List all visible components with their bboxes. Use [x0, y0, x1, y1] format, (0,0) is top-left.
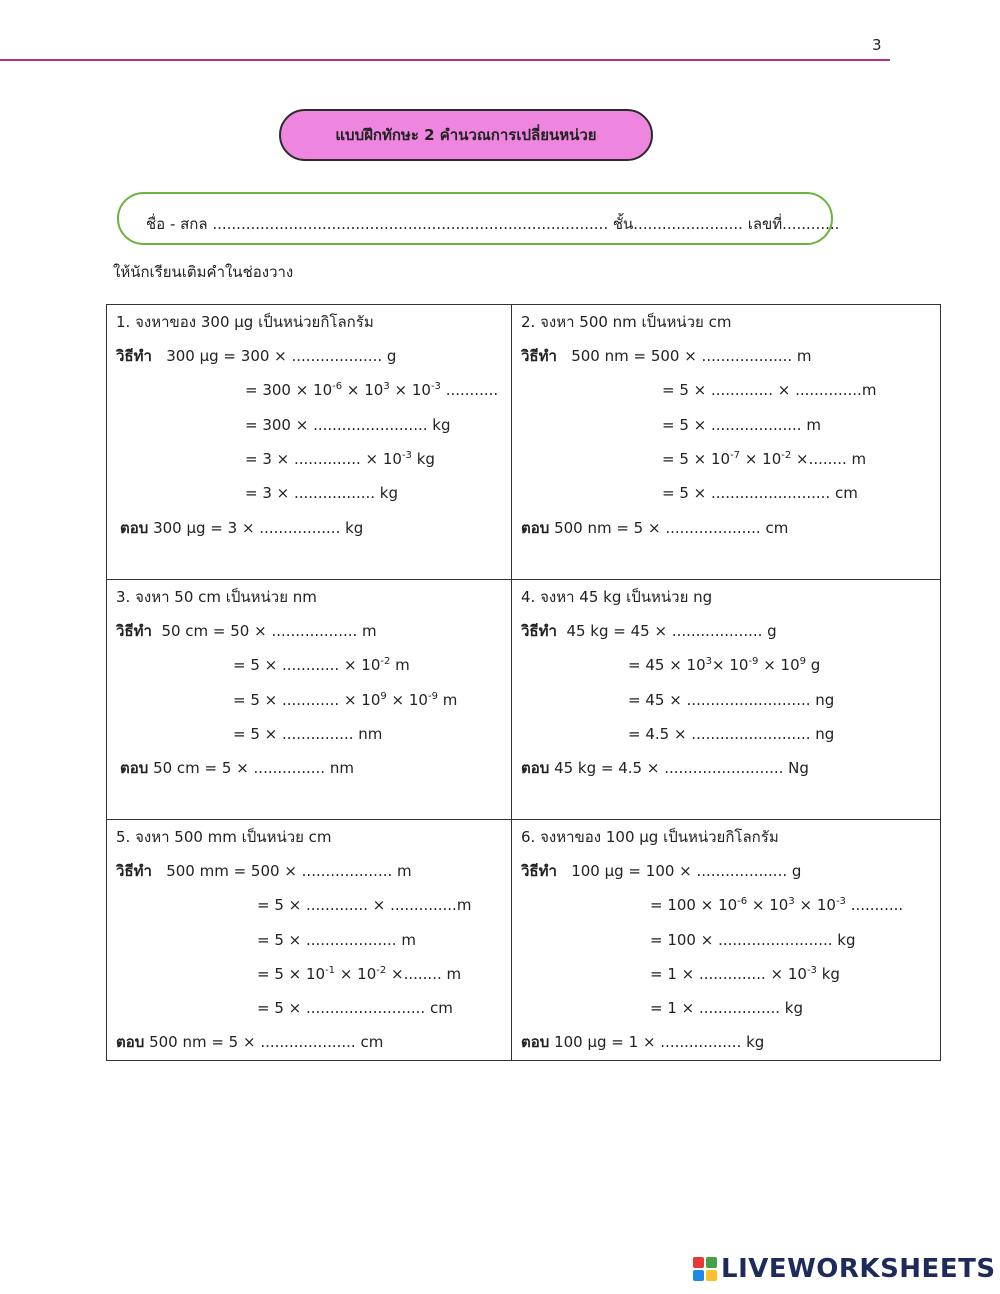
equation-part: = 5 × 10	[662, 450, 731, 468]
method-label: วิธีทำ	[116, 347, 152, 365]
problem-5-method	[116, 861, 412, 881]
problem-1	[107, 305, 512, 580]
problem-3-question: 3. จงหา 50 cm เป็นหน่วย nm	[116, 588, 317, 606]
equation-part: 500 nm = 5 × .................... cm	[554, 519, 789, 537]
problem-4-step-2[interactable]: = 45 × .......................... ng	[628, 691, 835, 709]
problem-6-step-3[interactable]	[650, 964, 840, 984]
equation-part: -3	[430, 381, 441, 392]
equation-part: 3	[383, 381, 390, 392]
equation-part: = 100 × 10	[650, 896, 738, 914]
problem-5-step-4[interactable]: = 5 × ......................... cm	[257, 999, 453, 1017]
problem-6-answer[interactable]	[521, 1032, 764, 1052]
logo-square-1	[693, 1257, 704, 1268]
problem-1-method	[116, 346, 396, 366]
problem-6-step-0[interactable]: 100 µg = 100 × ................... g	[571, 862, 802, 880]
liveworksheets-logo[interactable]	[693, 1254, 996, 1284]
answer-label: ตอบ	[120, 759, 149, 777]
equation-part: = 1 × .............. × 10	[650, 965, 807, 983]
equation-part: × 10	[740, 450, 782, 468]
problem-6-method	[521, 861, 801, 881]
equation-part: -6	[332, 381, 343, 392]
equation-part: × 10	[747, 896, 789, 914]
equation-part: ×........ m	[791, 450, 867, 468]
problem-1-step-3[interactable]	[245, 449, 435, 469]
problem-5-step-0[interactable]: 500 mm = 500 × ................... m	[166, 862, 412, 880]
page-number: 3	[872, 36, 882, 54]
equation-part: = 5 × ............ × 10	[233, 691, 381, 709]
equation-part: -9	[748, 656, 759, 667]
problem-6-step-4[interactable]: = 1 × ................. kg	[650, 999, 804, 1017]
problem-4-method	[521, 621, 777, 641]
equation-part: = 5 × 10	[257, 965, 326, 983]
problem-2-method	[521, 346, 812, 366]
equation-part: × 10	[386, 691, 428, 709]
equation-part: -3	[835, 896, 846, 907]
header-rule	[0, 59, 890, 61]
problem-2-step-4[interactable]: = 5 × ......................... cm	[662, 484, 858, 502]
equation-part: -6	[737, 896, 748, 907]
equation-part: × 10	[758, 656, 800, 674]
problem-2-step-3[interactable]	[662, 449, 866, 469]
equation-part: -1	[325, 965, 336, 976]
instructions: ให้นักเรียนเติมคำในช่องวาง	[113, 263, 294, 281]
method-label: วิธีทำ	[521, 622, 557, 640]
equation-part: ...........	[440, 381, 499, 399]
equation-part: 3	[705, 656, 712, 667]
equation-part: × 10	[794, 896, 836, 914]
problem-grid	[106, 304, 941, 1061]
answer-label: ตอบ	[521, 1033, 550, 1051]
logo-square-4	[706, 1270, 717, 1281]
equation-part: 50 cm = 5 × ............... nm	[153, 759, 354, 777]
problem-3	[107, 580, 512, 820]
answer-label: ตอบ	[521, 519, 550, 537]
problem-3-step-0[interactable]: 50 cm = 50 × .................. m	[161, 622, 377, 640]
problem-5	[107, 820, 512, 1060]
equation-part: -3	[806, 965, 817, 976]
problem-5-answer[interactable]	[116, 1032, 383, 1052]
problem-6	[512, 820, 940, 1060]
problem-4-step-3[interactable]: = 4.5 × ......................... ng	[628, 725, 835, 743]
problem-5-step-1[interactable]: = 5 × ............. × ..............m	[257, 896, 472, 914]
equation-part: ×........ m	[386, 965, 462, 983]
problem-3-method	[116, 621, 377, 641]
equation-part: 45 kg = 4.5 × ......................... Ng	[554, 759, 809, 777]
equation-part: m	[390, 656, 410, 674]
problem-6-step-1[interactable]	[650, 895, 903, 915]
problem-1-step-1[interactable]	[245, 380, 498, 400]
method-label: วิธีทำ	[521, 862, 557, 880]
problem-1-question: 1. จงหาของ 300 µg เป็นหน่วยกิโลกรัม	[116, 313, 374, 331]
equation-part: 500 nm = 5 × .................... cm	[149, 1033, 384, 1051]
problem-3-answer[interactable]	[120, 758, 354, 778]
logo-text: LIVEWORKSHEETS	[721, 1254, 996, 1284]
problem-6-question: 6. จงหาของ 100 µg เป็นหน่วยกิโลกรัม	[521, 828, 779, 846]
equation-part: g	[806, 656, 821, 674]
equation-part: kg	[816, 965, 840, 983]
equation-part: × 10	[712, 656, 749, 674]
equation-part: × 10	[389, 381, 431, 399]
problem-1-step-2[interactable]: = 300 × ........................ kg	[245, 416, 451, 434]
method-label: วิธีทำ	[116, 622, 152, 640]
problem-3-step-3[interactable]: = 5 × ............... nm	[233, 725, 383, 743]
problem-2-step-0[interactable]: 500 nm = 500 × ................... m	[571, 347, 812, 365]
problem-4-answer[interactable]	[521, 758, 809, 778]
student-info-line[interactable]: ชื่อ - สกล ................................................................................... ชั้น....................... เลขที่............	[146, 215, 840, 233]
equation-part: = 45 × 10	[628, 656, 706, 674]
problem-4-question: 4. จงหา 45 kg เป็นหน่วย ng	[521, 588, 713, 606]
equation-part: 100 µg = 1 × ................. kg	[554, 1033, 765, 1051]
equation-part: -7	[730, 450, 741, 461]
equation-part: × 10	[335, 965, 377, 983]
problem-4	[512, 580, 940, 820]
problem-5-step-2[interactable]: = 5 × ................... m	[257, 931, 416, 949]
problem-2-answer[interactable]	[521, 518, 788, 538]
equation-part: -2	[781, 450, 792, 461]
worksheet-title	[279, 109, 653, 161]
answer-label: ตอบ	[120, 519, 149, 537]
problem-2-step-2[interactable]: = 5 × ................... m	[662, 416, 821, 434]
problem-5-step-3[interactable]	[257, 964, 461, 984]
method-label: วิธีทำ	[521, 347, 557, 365]
method-label: วิธีทำ	[116, 862, 152, 880]
problem-5-question: 5. จงหา 500 mm เป็นหน่วย cm	[116, 828, 332, 846]
equation-part: -2	[380, 656, 391, 667]
problem-4-step-0[interactable]: 45 kg = 45 × ................... g	[566, 622, 777, 640]
equation-part: = 3 × .............. × 10	[245, 450, 402, 468]
equation-part: 3	[788, 896, 795, 907]
logo-square-3	[693, 1270, 704, 1281]
equation-part: -9	[427, 691, 438, 702]
answer-label: ตอบ	[521, 759, 550, 777]
worksheet-title-text: แบบฝึกทักษะ 2 คำนวณการเปลี่ยนหน่วย	[335, 126, 597, 144]
logo-mark-icon	[693, 1257, 717, 1281]
logo-square-2	[706, 1257, 717, 1268]
problem-1-step-0[interactable]: 300 µg = 300 × ................... g	[166, 347, 397, 365]
equation-part: 9	[380, 691, 387, 702]
equation-part: m	[437, 691, 458, 709]
problem-2-question: 2. จงหา 500 nm เป็นหน่วย cm	[521, 313, 732, 331]
equation-part: 300 µg = 3 × ................. kg	[153, 519, 364, 537]
equation-part: = 5 × ............ × 10	[233, 656, 381, 674]
problem-2	[512, 305, 940, 580]
problem-3-step-2[interactable]	[233, 690, 457, 710]
problem-3-step-1[interactable]	[233, 655, 410, 675]
problem-6-step-2[interactable]: = 100 × ........................ kg	[650, 931, 856, 949]
equation-part: kg	[411, 450, 435, 468]
problem-2-step-1[interactable]: = 5 × ............. × ..............m	[662, 381, 877, 399]
equation-part: -2	[376, 965, 387, 976]
problem-4-step-1[interactable]	[628, 655, 820, 675]
equation-part: 9	[799, 656, 806, 667]
equation-part: = 300 × 10	[245, 381, 333, 399]
equation-part: -3	[401, 450, 412, 461]
problem-1-answer[interactable]	[120, 518, 363, 538]
answer-label: ตอบ	[116, 1033, 145, 1051]
equation-part: × 10	[342, 381, 384, 399]
equation-part: ...........	[845, 896, 904, 914]
problem-1-step-4[interactable]: = 3 × ................. kg	[245, 484, 399, 502]
